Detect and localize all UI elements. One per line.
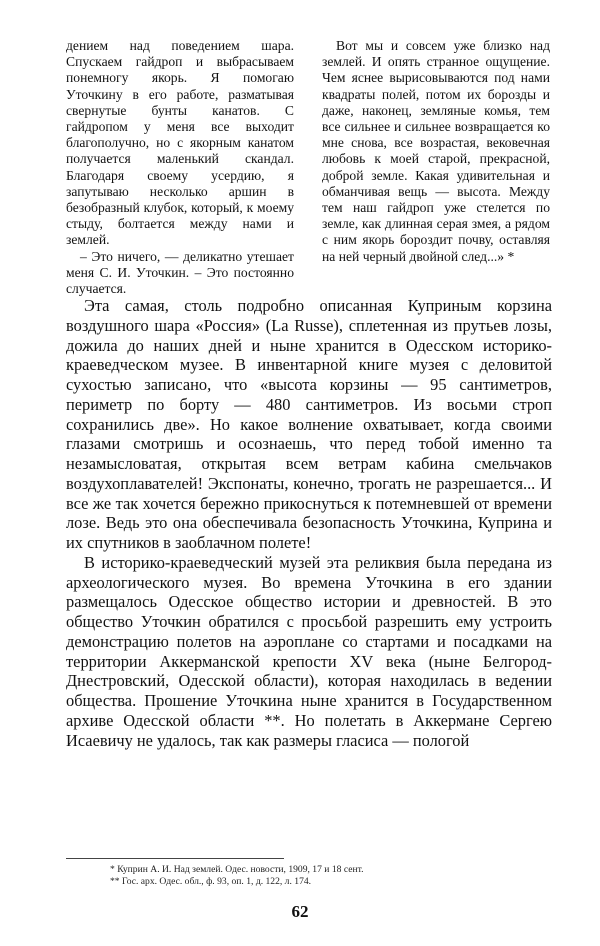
page-number: 62 [291, 902, 309, 921]
quote-paragraph: дением над поведением шара. Спускаем гайдроп и выбрасываем понемногу якорь. Я помогаю Уточкину в его работе, разматывая свернутые бунты канатов. С гайдропом у меня все выходит благополучно, но с якорным канатом получается маленький скандал. Благодаря своему усердию, я запутываю несколько аршин в безобразный клубок, который, к моему стыду, болтается между нами и землей. [66, 38, 294, 248]
main-text [66, 296, 552, 750]
quote-column-left [66, 38, 294, 297]
quoted-passage-columns [66, 38, 550, 297]
body-paragraph: В историко-краеведческий музей эта реликвия была передана из археологического музея. Во времена Уточкина в его здании размещалось Одесское общество истории и древностей. В это общество Уточкин обратился с просьбой разрешить ему устроить демонстрацию полетов на аэроплане со стартами и посадками на территории Аккерманской крепости XV века (ныне Белгород-Днестровский, Одесской области), которая находилась в ведении общества. Прошение Уточкина ныне хранится в Государственном архиве Одесской области **. Но полетать в Аккермане Сергею Исаевичу не удалось, так как размеры гласиса — пологой [66, 552, 552, 750]
footnotes [110, 864, 530, 888]
body-paragraph: Эта самая, столь подробно описанная Куприным корзина воздушного шара «Россия» (La Russe), сплетенная из прутьев лозы, дожила до наших дней и ныне хранится в Одесском историко-краеведческом музее. В инвентарной книге музея с деловитой сухостью записано, что «высота корзины — 95 сантиметров, периметр по борту — 480 сантиметров. Из восьми строп сохранились две». Но какое волнение охватывает, когда своими глазами смотришь и осознаешь, что перед тобой именно та незамысловатая, открытая всем ветрам кабина смельчаков воздухоплавателей! Экспонаты, конечно, трогать не разрешается... И все же так хочется бережно прикоснуться к потемневшей от времени лозе. Ведь это она обеспечивала безопасность Уточкина, Куприна и их спутников в заоблачном полете! [66, 296, 552, 552]
quote-column-right [322, 38, 550, 265]
footnote: ** Гос. арх. Одес. обл., ф. 93, оп. 1, д. 122, л. 174. [110, 876, 312, 887]
quote-paragraph: Вот мы и совсем уже близко над землей. И опять странное ощущение. Чем яснее вырисовываются под нами квадраты полей, потом их борозды и даже, наконец, земляные комья, тем все сильнее и сильнее возвращается ко мне снова, все возрастая, вековечная любовь к моей старой, прекрасной, доброй земле. Какая удивительная и обманчивая вещь — высота. Между тем наш гайдроп уже стелется по земле, как длинная серая змея, а рядом с ним якорь бороздит почву, оставляя на ней черный двойной след...» * [322, 38, 550, 264]
footnote-divider [66, 858, 284, 859]
quote-paragraph: – Это ничего, — деликатно утешает меня С. И. Уточкин. – Это постоянно случается. [66, 248, 294, 297]
footnote: * Куприн А. И. Над землей. Одес. новости, 1909, 17 и 18 сент. [110, 864, 364, 875]
